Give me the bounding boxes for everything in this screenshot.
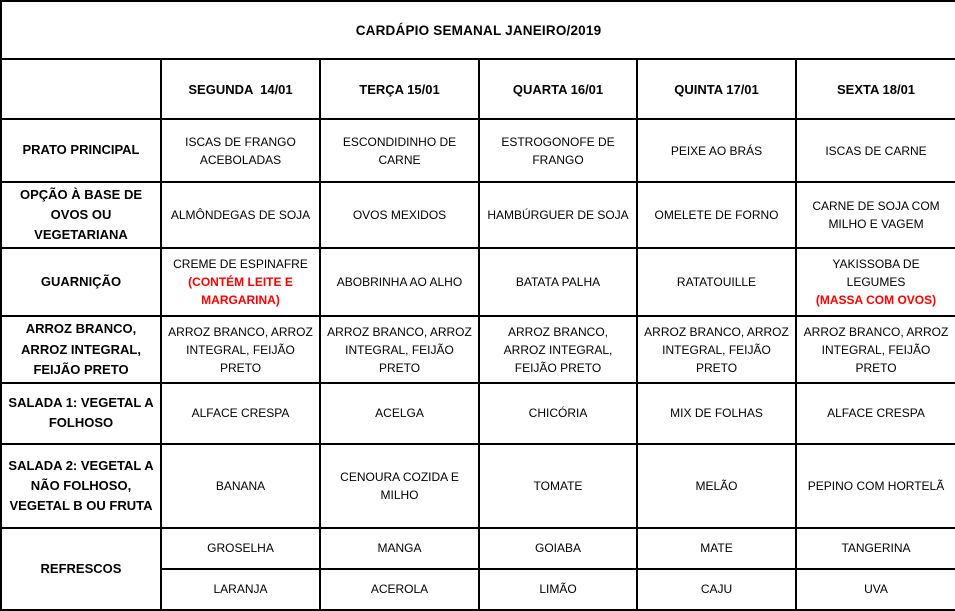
menu-cell: ESCONDIDINHO DE CARNE [320, 119, 479, 182]
table-row-arroz-feijao [1, 316, 955, 382]
table-row-prato-principal [1, 119, 955, 182]
menu-cell: ARROZ BRANCO, ARROZ INTEGRAL, FEIJÃO PRETO [320, 316, 479, 382]
row-label-salada-1: SALADA 1: VEGETAL A FOLHOSO [1, 383, 161, 444]
col-header-terca: TERÇA 15/01 [320, 59, 479, 119]
menu-cell: ALFACE CRESPA [161, 383, 320, 444]
menu-cell: MATE [637, 528, 796, 569]
menu-cell: ISCAS DE CARNE [796, 119, 955, 182]
menu-cell: ACELGA [320, 383, 479, 444]
allergen-note: (CONTÉM LEITE E MARGARINA) [188, 275, 293, 308]
menu-cell: ISCAS DE FRANGO ACEBOLADAS [161, 119, 320, 182]
menu-cell: CENOURA COZIDA E MILHO [320, 444, 479, 528]
menu-cell: UVA [796, 569, 955, 610]
menu-cell: PEPINO COM HORTELÃ [796, 444, 955, 528]
menu-cell: PEIXE AO BRÁS [637, 119, 796, 182]
table-row-salada-2 [1, 444, 955, 528]
menu-cell: RATATOUILLE [637, 248, 796, 316]
menu-cell: ALFACE CRESPA [796, 383, 955, 444]
menu-cell: ALMÔNDEGAS DE SOJA [161, 182, 320, 248]
menu-cell: ARROZ BRANCO, ARROZ INTEGRAL, FEIJÃO PRETO [796, 316, 955, 382]
menu-cell: OMELETE DE FORNO [637, 182, 796, 248]
menu-cell: ACEROLA [320, 569, 479, 610]
col-header-quarta: QUARTA 16/01 [479, 59, 637, 119]
menu-cell: ESTROGONOFE DE FRANGO [479, 119, 637, 182]
row-label-refrescos: REFRESCOS [1, 528, 161, 610]
row-label-guarnicao: GUARNIÇÃO [1, 248, 161, 316]
menu-cell: BATATA PALHA [479, 248, 637, 316]
menu-cell: MANGA [320, 528, 479, 569]
col-header-segunda: SEGUNDA 14/01 [161, 59, 320, 119]
col-header-quinta: QUINTA 17/01 [637, 59, 796, 119]
menu-cell: OVOS MEXIDOS [320, 182, 479, 248]
menu-cell: MIX DE FOLHAS [637, 383, 796, 444]
menu-cell: CARNE DE SOJA COM MILHO E VAGEM [796, 182, 955, 248]
menu-cell: GOIABA [479, 528, 637, 569]
row-label-prato-principal: PRATO PRINCIPAL [1, 119, 161, 182]
table-row-salada-1 [1, 383, 955, 444]
menu-item-text: YAKISSOBA DE LEGUMES [832, 257, 920, 290]
menu-cell: GROSELHA [161, 528, 320, 569]
menu-cell: ABOBRINHA AO ALHO [320, 248, 479, 316]
menu-item-text: CREME DE ESPINAFRE [173, 257, 308, 272]
menu-cell [161, 248, 320, 316]
menu-cell: ARROZ BRANCO, ARROZ INTEGRAL, FEIJÃO PRETO [637, 316, 796, 382]
row-label-salada-2: SALADA 2: VEGETAL A NÃO FOLHOSO, VEGETAL B OU FRUTA [1, 444, 161, 528]
menu-cell: ARROZ BRANCO, ARROZ INTEGRAL, FEIJÃO PRETO [479, 316, 637, 382]
corner-cell [1, 59, 161, 119]
page-title: CARDÁPIO SEMANAL JANEIRO/2019 [1, 1, 955, 59]
table-row-opcao-vegetariana [1, 182, 955, 248]
allergen-note: (MASSA COM OVOS) [815, 293, 937, 308]
menu-cell: LIMÃO [479, 569, 637, 610]
col-header-sexta: SEXTA 18/01 [796, 59, 955, 119]
header-row [1, 59, 955, 119]
menu-cell [796, 248, 955, 316]
table-row-refrescos-top [1, 528, 955, 569]
menu-cell: CAJU [637, 569, 796, 610]
menu-cell: BANANA [161, 444, 320, 528]
menu-cell: CHICÓRIA [479, 383, 637, 444]
menu-cell: ARROZ BRANCO, ARROZ INTEGRAL, FEIJÃO PRETO [161, 316, 320, 382]
row-label-arroz-feijao: ARROZ BRANCO, ARROZ INTEGRAL, FEIJÃO PRETO [1, 316, 161, 382]
title-row [1, 1, 955, 59]
menu-cell: HAMBÚRGUER DE SOJA [479, 182, 637, 248]
menu-cell: TOMATE [479, 444, 637, 528]
table-row-guarnicao [1, 248, 955, 316]
row-label-opcao-vegetariana: OPÇÃO À BASE DE OVOS OU VEGETARIANA [1, 182, 161, 248]
menu-cell: LARANJA [161, 569, 320, 610]
menu-cell: TANGERINA [796, 528, 955, 569]
menu-cell: MELÃO [637, 444, 796, 528]
